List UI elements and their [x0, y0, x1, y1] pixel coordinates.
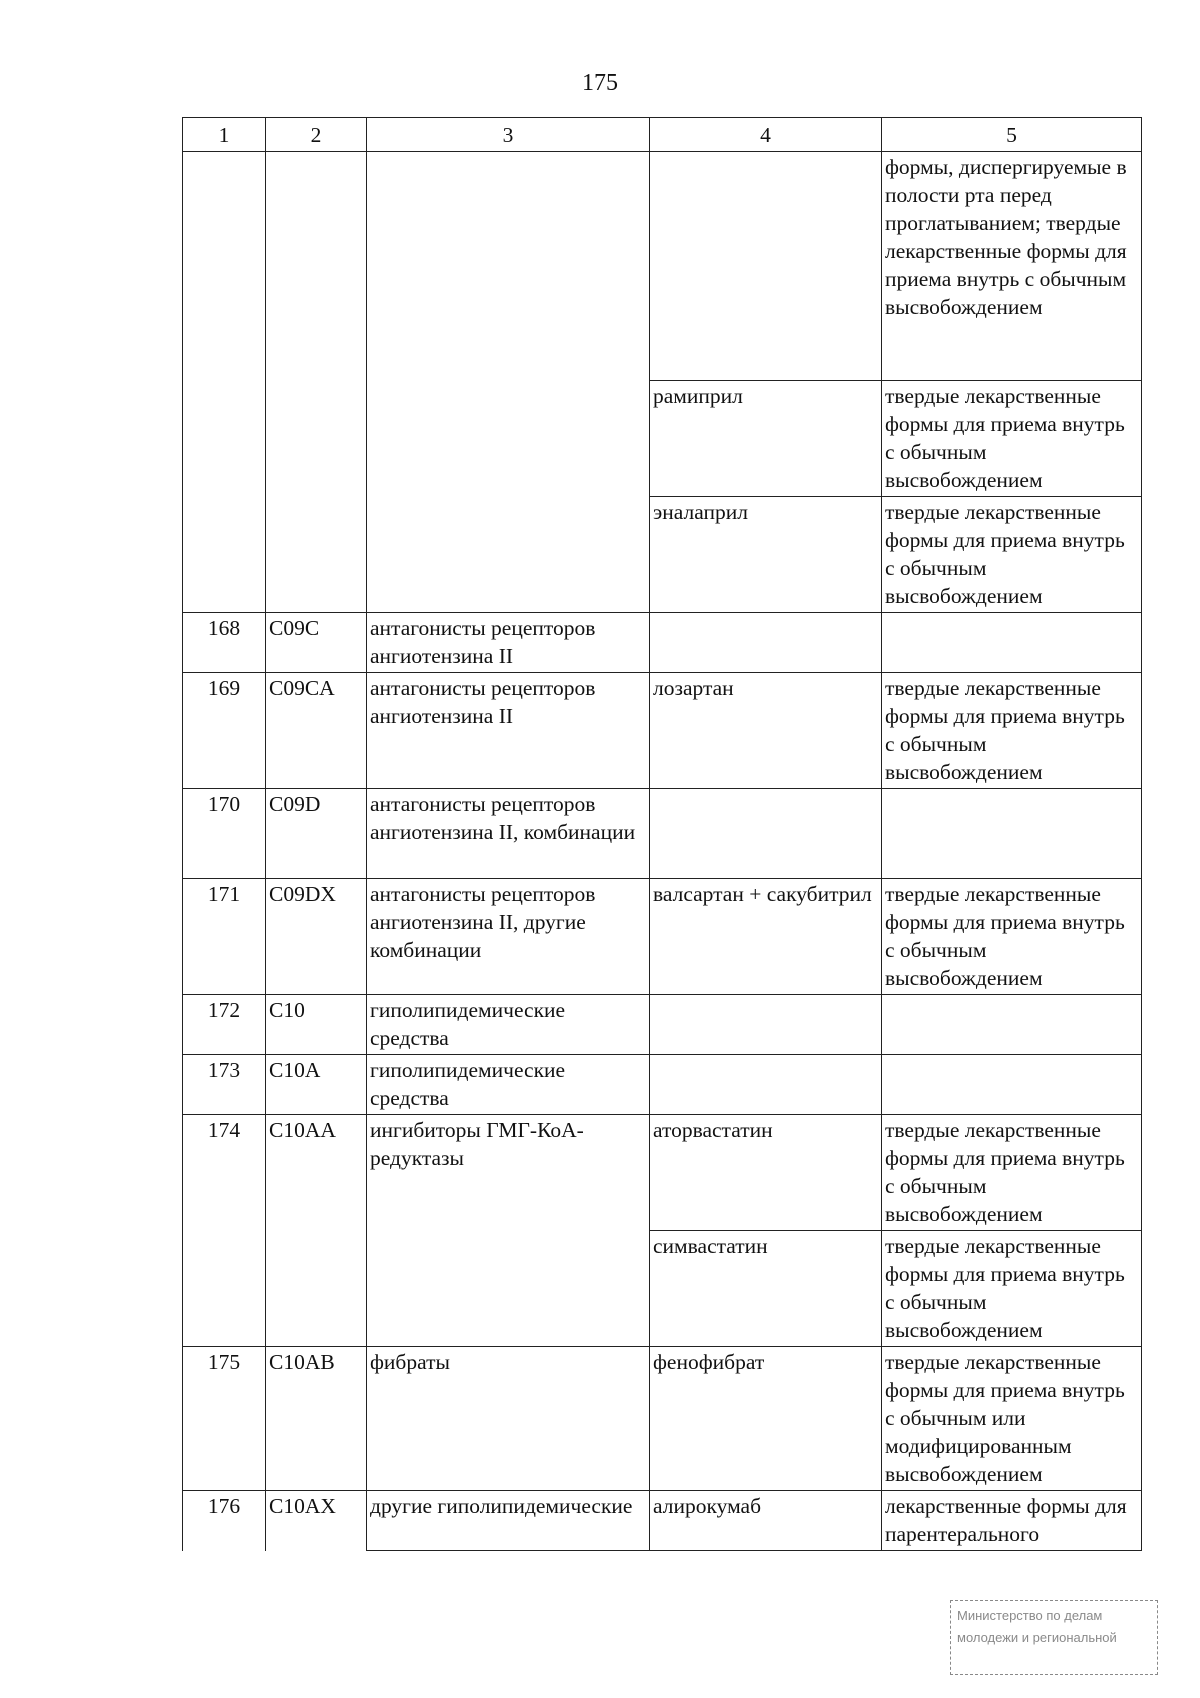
cell-code: C10AB: [266, 1347, 367, 1491]
stamp-line: молодежи и региональной: [957, 1630, 1117, 1645]
table-row: [183, 152, 1142, 381]
cell-group: [367, 152, 650, 613]
cell-form: твердые лекарственные формы для приема внутрь с обычным высвобождением: [882, 673, 1142, 789]
cell-form: лекарственные формы для парентерального: [882, 1491, 1142, 1551]
cell-drug: эналаприл: [650, 497, 882, 613]
cell-form: [882, 789, 1142, 879]
cell-number: 171: [183, 879, 266, 995]
cell-code: C09CA: [266, 673, 367, 789]
header-col-5: 5: [882, 118, 1142, 152]
cell-group: антагонисты рецепторов ангиотензина II: [367, 613, 650, 673]
registration-stamp: [950, 1600, 1158, 1675]
cell-form: [882, 995, 1142, 1055]
cell-form: [882, 1055, 1142, 1115]
cell-group: ингибиторы ГМГ-КоА-редуктазы: [367, 1115, 650, 1347]
header-col-3: 3: [367, 118, 650, 152]
table-row: [183, 879, 1142, 995]
cell-drug: [650, 152, 882, 381]
cell-code: C09D: [266, 789, 367, 879]
cell-group: фибраты: [367, 1347, 650, 1491]
cell-drug: симвастатин: [650, 1231, 882, 1347]
table-row: [183, 1115, 1142, 1231]
cell-code: C10A: [266, 1055, 367, 1115]
cell-code: C10: [266, 995, 367, 1055]
cell-group: гиполипидемические средства: [367, 1055, 650, 1115]
cell-drug: алирокумаб: [650, 1491, 882, 1551]
cell-number: 169: [183, 673, 266, 789]
cell-drug: фенофибрат: [650, 1347, 882, 1491]
cell-form: твердые лекарственные формы для приема внутрь с обычным высвобождением: [882, 381, 1142, 497]
cell-form: твердые лекарственные формы для приема внутрь с обычным высвобождением: [882, 1231, 1142, 1347]
table-row: [183, 613, 1142, 673]
cell-number: 173: [183, 1055, 266, 1115]
table-row: [183, 673, 1142, 789]
cell-group: гиполипидемические средства: [367, 995, 650, 1055]
cell-drug: [650, 1055, 882, 1115]
cell-code: C10AX: [266, 1491, 367, 1551]
cell-number: 174: [183, 1115, 266, 1347]
cell-number: 170: [183, 789, 266, 879]
cell-drug: рамиприл: [650, 381, 882, 497]
cell-group: антагонисты рецепторов ангиотензина II, другие комбинации: [367, 879, 650, 995]
cell-group: антагонисты рецепторов ангиотензина II: [367, 673, 650, 789]
cell-drug: [650, 789, 882, 879]
table-row: [183, 1347, 1142, 1491]
page-number: 175: [582, 70, 618, 96]
cell-form: твердые лекарственные формы для приема внутрь с обычным высвобождением: [882, 879, 1142, 995]
header-row: [183, 118, 1142, 152]
drug-table: [182, 117, 1142, 1551]
cell-form: твердые лекарственные формы для приема внутрь с обычным высвобождением: [882, 497, 1142, 613]
cell-form: твердые лекарственные формы для приема внутрь с обычным высвобождением: [882, 1115, 1142, 1231]
table-row: [183, 1491, 1142, 1551]
cell-form: формы, диспергируемые в полости рта перед проглатыванием; твердые лекарственные формы для приема внутрь с обычным высвобождением: [882, 152, 1142, 381]
table-row: [183, 995, 1142, 1055]
cell-number: 172: [183, 995, 266, 1055]
cell-form: твердые лекарственные формы для приема внутрь с обычным или модифицированным высвобождением: [882, 1347, 1142, 1491]
cell-drug: валсартан + сакубитрил: [650, 879, 882, 995]
cell-number: 175: [183, 1347, 266, 1491]
cell-code: C09DX: [266, 879, 367, 995]
header-col-4: 4: [650, 118, 882, 152]
cell-drug: лозартан: [650, 673, 882, 789]
cell-drug: [650, 613, 882, 673]
header-col-2: 2: [266, 118, 367, 152]
cell-group: другие гиполипидемические: [367, 1491, 650, 1551]
cell-code: C10AA: [266, 1115, 367, 1347]
cell-code: [266, 152, 367, 613]
cell-code: C09C: [266, 613, 367, 673]
header-col-1: 1: [183, 118, 266, 152]
stamp-line: Министерство по делам: [957, 1608, 1103, 1623]
table-row: [183, 789, 1142, 879]
cell-number: 176: [183, 1491, 266, 1551]
cell-drug: аторвастатин: [650, 1115, 882, 1231]
cell-number: [183, 152, 266, 613]
cell-drug: [650, 995, 882, 1055]
cell-number: 168: [183, 613, 266, 673]
table-row: [183, 1055, 1142, 1115]
cell-form: [882, 613, 1142, 673]
cell-group: антагонисты рецепторов ангиотензина II, комбинации: [367, 789, 650, 879]
